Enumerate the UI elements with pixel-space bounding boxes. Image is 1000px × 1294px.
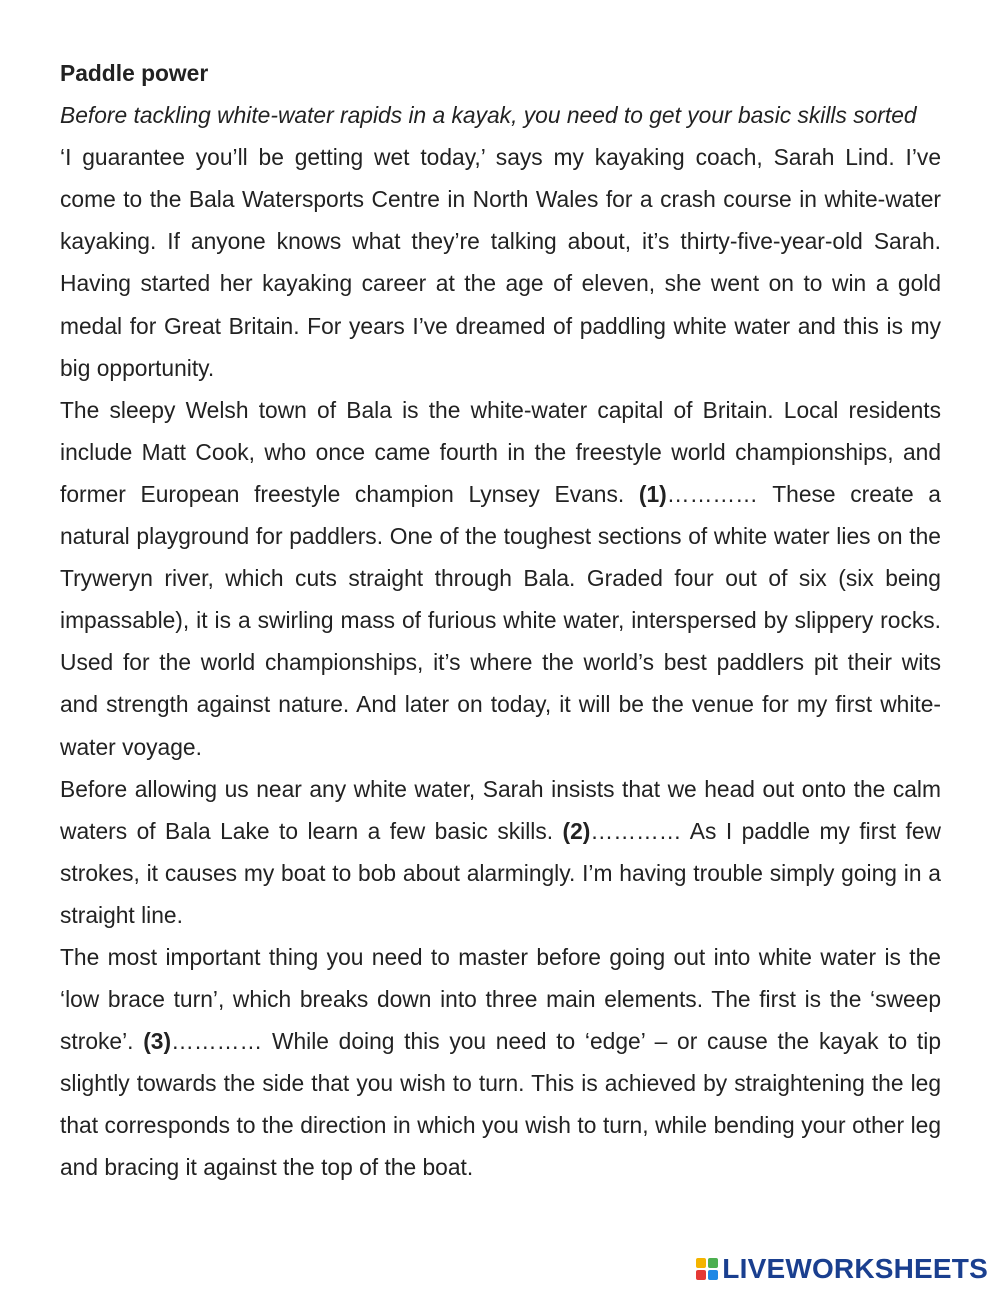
logo-square-red: [696, 1270, 706, 1280]
paragraph-3: [60, 768, 941, 936]
gap-3-number: (3): [143, 1028, 172, 1055]
gap-3-blank[interactable]: …………: [171, 1028, 263, 1055]
paragraph-4-after: While doing this you need to ‘edge’ – or cause the kayak to tip slightly towards the side that you wish to turn. This is achieved by straightening the leg that corresponds to the direction in which you wish to turn, while bending your other leg and bracing it against the top of the boat.: [60, 1028, 941, 1181]
article-title: Paddle power: [60, 60, 209, 86]
paragraph-2-after: These create a natural playground for paddlers. One of the toughest sections of white water lies on the Tryweryn river, which cuts straight through Bala. Graded four out of six (six being impassable), it is a swirling mass of furious white water, interspersed by slippery rocks. Used for the world championships, it’s where the world’s best paddlers pit their wits and strength against nature. And later on today, it will be the venue for my first white-water voyage.: [60, 480, 941, 760]
paragraph-1: ‘I guarantee you’ll be getting wet today,’ says my kayaking coach, Sarah Lind. I’ve come to the Bala Watersports Centre in North Wales for a crash course in white-water kayaking. If anyone knows what they’re talking about, it’s thirty-five-year-old Sarah. Having started her kayaking career at the age of eleven, she went on to win a gold medal for Great Britain. For years I’ve dreamed of paddling white water and this is my big opportunity.: [60, 144, 941, 381]
logo-square-green: [708, 1258, 718, 1268]
gap-2-blank[interactable]: …………: [590, 817, 682, 844]
paragraph-2: [60, 389, 941, 768]
paragraph-3-before: Before allowing us near any white water, Sarah insists that we head out onto the calm waters of Bala Lake to learn a few basic skills.: [60, 775, 941, 844]
logo-square-yellow: [696, 1258, 706, 1268]
liveworksheets-footer: [696, 1252, 988, 1286]
liveworksheets-brand: LIVEWORKSHEETS: [722, 1253, 988, 1284]
liveworksheets-logo-icon: [696, 1258, 718, 1280]
gap-1-number: (1): [638, 480, 667, 507]
paragraph-4: [60, 936, 941, 1189]
paragraph-2-before: The sleepy Welsh town of Bala is the white-water capital of Britain. Local residents include Matt Cook, who once came fourth in the freestyle world championships, and former European freestyle champion Lynsey Evans.: [60, 396, 941, 507]
gap-2-number: (2): [562, 817, 591, 844]
worksheet-page: [60, 52, 941, 1189]
paragraph-4-before: The most important thing you need to master before going out into white water is the ‘low brace turn’, which breaks down into three main elements. The first is the ‘sweep stroke’.: [60, 943, 941, 1055]
logo-square-blue: [708, 1270, 718, 1280]
article-subtitle: Before tackling white-water rapids in a kayak, you need to get your basic skills sorted: [60, 102, 917, 129]
gap-1-blank[interactable]: …………: [666, 480, 758, 507]
paragraph-3-after: As I paddle my first few strokes, it causes my boat to bob about alarmingly. I’m having trouble simply going in a straight line.: [60, 817, 941, 928]
